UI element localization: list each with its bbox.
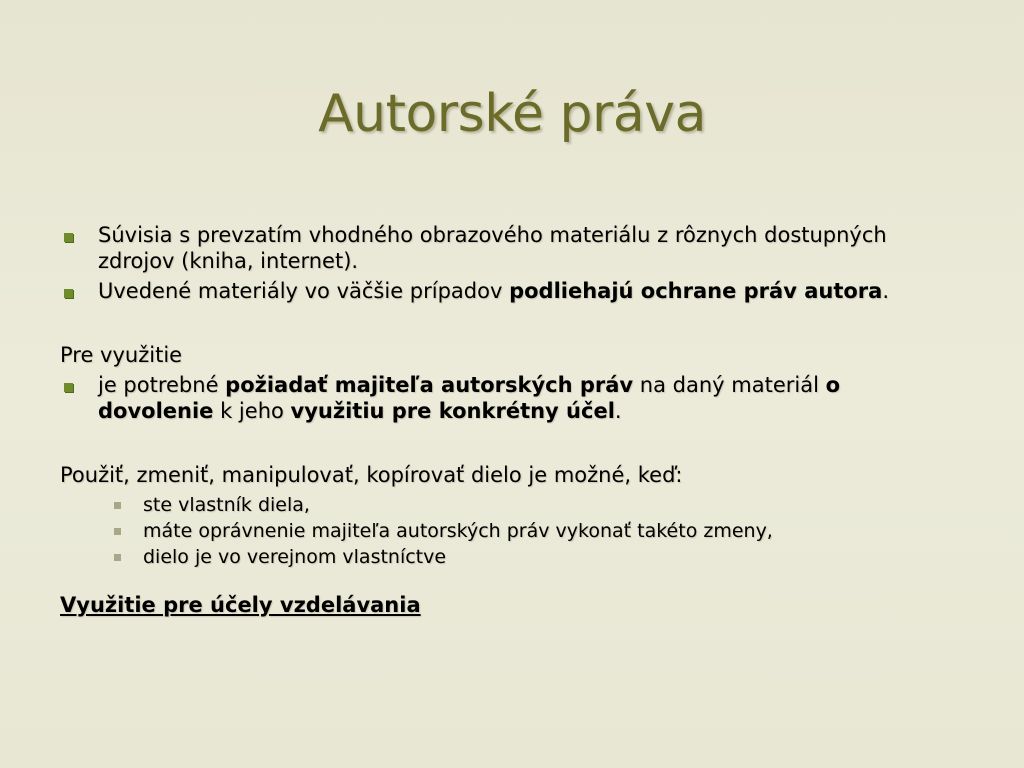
bullet-text: . <box>614 399 622 423</box>
bullet-text: k jeho <box>213 399 291 423</box>
bullet-text: je potrebné <box>98 373 226 397</box>
education-use-link[interactable]: Využitie pre účely vzdelávania <box>60 593 421 617</box>
sub-bullet-square-icon <box>114 528 121 535</box>
section-heading-pre-vyuzitie: Pre využitie <box>60 343 183 367</box>
bullet-text-bold: podliehajú ochrane práv autora <box>509 279 883 303</box>
sub-bullet-text: máte oprávnenie majiteľa autorských práv vykonať takéto zmeny, <box>143 520 773 542</box>
sub-bullet-list <box>60 492 960 570</box>
sub-bullet-item <box>60 492 960 518</box>
slide-content <box>60 222 960 618</box>
bullet-list-2 <box>60 372 960 424</box>
bullet-text-bold: o dovolenie <box>98 373 841 423</box>
bullet-square-icon <box>64 383 73 392</box>
bullet-text: . <box>882 279 890 303</box>
bullet-item <box>60 372 960 424</box>
sub-bullet-square-icon <box>114 502 121 509</box>
bullet-square-icon <box>64 233 73 242</box>
bullet-text: Súvisia s prevzatím vhodného obrazového materiálu z rôznych dostupných zdrojov (kniha, internet). <box>98 223 887 273</box>
bullet-item <box>60 222 960 274</box>
sub-bullet-item <box>60 518 960 544</box>
sub-bullet-text: ste vlastník diela, <box>143 494 310 516</box>
slide-title: Autorské práva <box>318 84 706 144</box>
bullet-text: na daný materiál <box>633 373 826 397</box>
bullet-text-bold: využitiu pre konkrétny účel <box>290 399 615 423</box>
bullet-list-1 <box>60 222 960 304</box>
sub-bullet-square-icon <box>114 554 121 561</box>
bullet-item <box>60 278 960 304</box>
sub-bullet-text: dielo je vo verejnom vlastníctve <box>143 546 447 568</box>
sub-bullet-item <box>60 544 960 570</box>
bullet-square-icon <box>64 289 73 298</box>
bullet-text: Uvedené materiály vo väčšie prípadov <box>98 279 510 303</box>
bullet-text-bold: požiadať majiteľa autorských práv <box>225 373 634 397</box>
section-heading-conditions: Použiť, zmeniť, manipulovať, kopírovať dielo je možné, keď: <box>60 463 683 487</box>
